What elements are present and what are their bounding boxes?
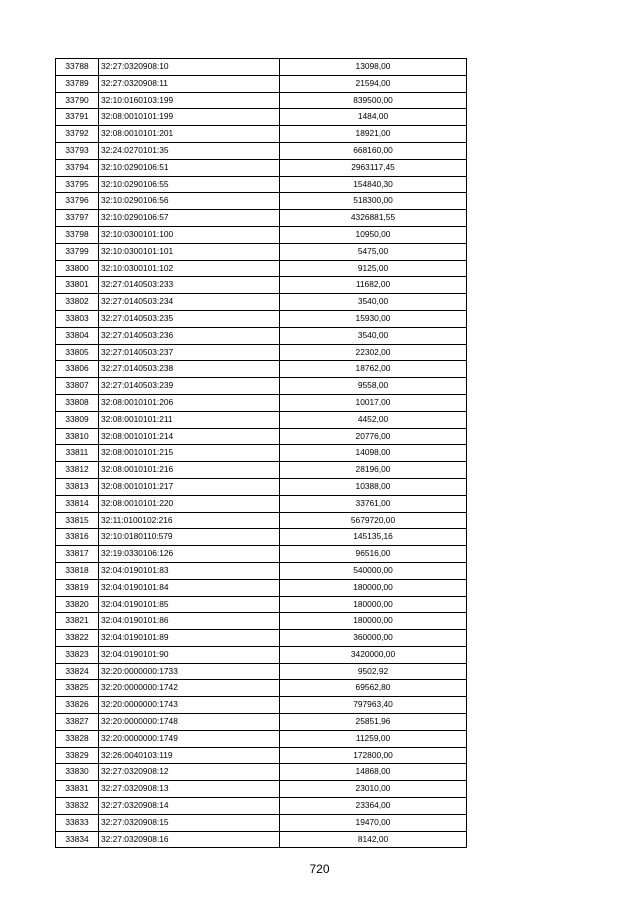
table-row	[56, 92, 467, 109]
value-cell: 15930,00	[280, 310, 467, 327]
cadastral-number-cell: 32:27:0320908:11	[99, 75, 280, 92]
table-row	[56, 697, 467, 714]
row-number-cell: 33803	[56, 310, 99, 327]
value-cell: 180000,00	[280, 596, 467, 613]
cadastral-number-cell: 32:10:0160103:199	[99, 92, 280, 109]
row-number-cell: 33827	[56, 714, 99, 731]
cadastral-number-cell: 32:04:0190101:90	[99, 646, 280, 663]
value-cell: 69562,80	[280, 680, 467, 697]
row-number-cell: 33788	[56, 59, 99, 76]
cadastral-number-cell: 32:08:0010101:216	[99, 462, 280, 479]
table-row	[56, 579, 467, 596]
table-row	[56, 327, 467, 344]
value-cell: 33761,00	[280, 495, 467, 512]
table-row	[56, 596, 467, 613]
row-number-cell: 33822	[56, 630, 99, 647]
cadastral-number-cell: 32:08:0010101:206	[99, 394, 280, 411]
value-cell: 5475,00	[280, 243, 467, 260]
row-number-cell: 33812	[56, 462, 99, 479]
cadastral-number-cell: 32:08:0010101:217	[99, 478, 280, 495]
value-cell: 10388,00	[280, 478, 467, 495]
value-cell: 4452,00	[280, 411, 467, 428]
cadastral-number-cell: 32:10:0290106:56	[99, 193, 280, 210]
cadastral-number-cell: 32:19:0330106:126	[99, 546, 280, 563]
value-cell: 540000,00	[280, 562, 467, 579]
cadastral-number-cell: 32:26:0040103:119	[99, 747, 280, 764]
value-cell: 11259,00	[280, 730, 467, 747]
cadastral-number-cell: 32:10:0300101:101	[99, 243, 280, 260]
table-row	[56, 630, 467, 647]
row-number-cell: 33801	[56, 277, 99, 294]
row-number-cell: 33834	[56, 831, 99, 848]
cadastral-number-cell: 32:04:0190101:86	[99, 613, 280, 630]
row-number-cell: 33809	[56, 411, 99, 428]
table-row	[56, 814, 467, 831]
cadastral-number-cell: 32:08:0010101:201	[99, 126, 280, 143]
row-number-cell: 33829	[56, 747, 99, 764]
table-row	[56, 142, 467, 159]
row-number-cell: 33817	[56, 546, 99, 563]
value-cell: 145135,16	[280, 529, 467, 546]
cadastral-number-cell: 32:08:0010101:220	[99, 495, 280, 512]
row-number-cell: 33813	[56, 478, 99, 495]
cadastral-number-cell: 32:10:0290106:51	[99, 159, 280, 176]
table-row	[56, 714, 467, 731]
table-row	[56, 277, 467, 294]
table-row	[56, 126, 467, 143]
value-cell: 23010,00	[280, 781, 467, 798]
cadastral-number-cell: 32:27:0140503:238	[99, 361, 280, 378]
table-row	[56, 831, 467, 848]
cadastral-number-cell: 32:08:0010101:199	[99, 109, 280, 126]
table-row	[56, 75, 467, 92]
cadastral-number-cell: 32:27:0140503:235	[99, 310, 280, 327]
table-row	[56, 59, 467, 76]
value-cell: 180000,00	[280, 613, 467, 630]
table-row	[56, 260, 467, 277]
value-cell: 5679720,00	[280, 512, 467, 529]
cadastral-number-cell: 32:20:0000000:1733	[99, 663, 280, 680]
table-row	[56, 462, 467, 479]
row-number-cell: 33814	[56, 495, 99, 512]
table-row	[56, 226, 467, 243]
value-cell: 96516,00	[280, 546, 467, 563]
value-cell: 9558,00	[280, 378, 467, 395]
value-cell: 154840,30	[280, 176, 467, 193]
table-row	[56, 798, 467, 815]
cadastral-number-cell: 32:27:0140503:233	[99, 277, 280, 294]
value-cell: 172800,00	[280, 747, 467, 764]
row-number-cell: 33790	[56, 92, 99, 109]
value-cell: 25851,96	[280, 714, 467, 731]
row-number-cell: 33825	[56, 680, 99, 697]
table-row	[56, 243, 467, 260]
value-cell: 20776,00	[280, 428, 467, 445]
table-row	[56, 680, 467, 697]
row-number-cell: 33828	[56, 730, 99, 747]
data-table	[55, 58, 467, 848]
cadastral-number-cell: 32:20:0000000:1743	[99, 697, 280, 714]
cadastral-number-cell: 32:10:0180110:579	[99, 529, 280, 546]
cadastral-number-cell: 32:27:0140503:239	[99, 378, 280, 395]
table-row	[56, 176, 467, 193]
value-cell: 10017,00	[280, 394, 467, 411]
row-number-cell: 33833	[56, 814, 99, 831]
table-row	[56, 646, 467, 663]
cadastral-number-cell: 32:04:0190101:83	[99, 562, 280, 579]
value-cell: 839500,00	[280, 92, 467, 109]
value-cell: 14098,00	[280, 445, 467, 462]
row-number-cell: 33830	[56, 764, 99, 781]
value-cell: 797963,40	[280, 697, 467, 714]
value-cell: 11682,00	[280, 277, 467, 294]
cadastral-number-cell: 32:10:0300101:102	[99, 260, 280, 277]
table-row	[56, 294, 467, 311]
cadastral-number-cell: 32:27:0140503:236	[99, 327, 280, 344]
row-number-cell: 33818	[56, 562, 99, 579]
value-cell: 19470,00	[280, 814, 467, 831]
cadastral-number-cell: 32:08:0010101:211	[99, 411, 280, 428]
cadastral-number-cell: 32:10:0290106:57	[99, 210, 280, 227]
value-cell: 2963117,45	[280, 159, 467, 176]
row-number-cell: 33824	[56, 663, 99, 680]
value-cell: 13098,00	[280, 59, 467, 76]
value-cell: 8142,00	[280, 831, 467, 848]
cadastral-number-cell: 32:08:0010101:215	[99, 445, 280, 462]
value-cell: 18921,00	[280, 126, 467, 143]
cadastral-number-cell: 32:20:0000000:1742	[99, 680, 280, 697]
row-number-cell: 33789	[56, 75, 99, 92]
value-cell: 1484,00	[280, 109, 467, 126]
row-number-cell: 33810	[56, 428, 99, 445]
value-cell: 3540,00	[280, 327, 467, 344]
table-row	[56, 478, 467, 495]
row-number-cell: 33807	[56, 378, 99, 395]
table-row	[56, 361, 467, 378]
row-number-cell: 33832	[56, 798, 99, 815]
cadastral-number-cell: 32:20:0000000:1749	[99, 730, 280, 747]
value-cell: 14868,00	[280, 764, 467, 781]
cadastral-number-cell: 32:27:0320908:10	[99, 59, 280, 76]
table-row	[56, 428, 467, 445]
row-number-cell: 33800	[56, 260, 99, 277]
value-cell: 28196,00	[280, 462, 467, 479]
row-number-cell: 33799	[56, 243, 99, 260]
row-number-cell: 33795	[56, 176, 99, 193]
table-body	[56, 59, 467, 848]
cadastral-number-cell: 32:27:0320908:12	[99, 764, 280, 781]
table-row	[56, 512, 467, 529]
row-number-cell: 33802	[56, 294, 99, 311]
table-row	[56, 159, 467, 176]
cadastral-number-cell: 32:04:0190101:89	[99, 630, 280, 647]
value-cell: 518300,00	[280, 193, 467, 210]
row-number-cell: 33806	[56, 361, 99, 378]
value-cell: 9502,92	[280, 663, 467, 680]
cadastral-number-cell: 32:27:0140503:234	[99, 294, 280, 311]
cadastral-number-cell: 32:27:0320908:15	[99, 814, 280, 831]
row-number-cell: 33820	[56, 596, 99, 613]
row-number-cell: 33792	[56, 126, 99, 143]
table-row	[56, 562, 467, 579]
table-row	[56, 730, 467, 747]
row-number-cell: 33796	[56, 193, 99, 210]
value-cell: 3420000,00	[280, 646, 467, 663]
table-row	[56, 546, 467, 563]
row-number-cell: 33826	[56, 697, 99, 714]
table-row	[56, 445, 467, 462]
table-row	[56, 193, 467, 210]
table-row	[56, 529, 467, 546]
value-cell: 9125,00	[280, 260, 467, 277]
row-number-cell: 33831	[56, 781, 99, 798]
cadastral-number-cell: 32:10:0300101:100	[99, 226, 280, 243]
table-row	[56, 344, 467, 361]
table-row	[56, 310, 467, 327]
row-number-cell: 33794	[56, 159, 99, 176]
table-row	[56, 781, 467, 798]
value-cell: 3540,00	[280, 294, 467, 311]
row-number-cell: 33793	[56, 142, 99, 159]
table-row	[56, 210, 467, 227]
row-number-cell: 33821	[56, 613, 99, 630]
value-cell: 10950,00	[280, 226, 467, 243]
table-row	[56, 378, 467, 395]
value-cell: 180000,00	[280, 579, 467, 596]
row-number-cell: 33797	[56, 210, 99, 227]
cadastral-number-cell: 32:27:0320908:13	[99, 781, 280, 798]
table-row	[56, 764, 467, 781]
cadastral-number-cell: 32:27:0320908:14	[99, 798, 280, 815]
table-row	[56, 495, 467, 512]
row-number-cell: 33808	[56, 394, 99, 411]
cadastral-number-cell: 32:10:0290106:55	[99, 176, 280, 193]
cadastral-number-cell: 32:24:0270101:35	[99, 142, 280, 159]
row-number-cell: 33823	[56, 646, 99, 663]
row-number-cell: 33804	[56, 327, 99, 344]
cadastral-number-cell: 32:27:0320908:16	[99, 831, 280, 848]
table-row	[56, 663, 467, 680]
row-number-cell: 33811	[56, 445, 99, 462]
row-number-cell: 33798	[56, 226, 99, 243]
table-row	[56, 394, 467, 411]
cadastral-number-cell: 32:04:0190101:85	[99, 596, 280, 613]
value-cell: 21594,00	[280, 75, 467, 92]
value-cell: 668160,00	[280, 142, 467, 159]
cadastral-number-cell: 32:04:0190101:84	[99, 579, 280, 596]
value-cell: 22302,00	[280, 344, 467, 361]
row-number-cell: 33791	[56, 109, 99, 126]
value-cell: 4326881,55	[280, 210, 467, 227]
page-number: 720	[309, 862, 330, 876]
value-cell: 360000,00	[280, 630, 467, 647]
row-number-cell: 33805	[56, 344, 99, 361]
row-number-cell: 33815	[56, 512, 99, 529]
row-number-cell: 33816	[56, 529, 99, 546]
value-cell: 23364,00	[280, 798, 467, 815]
table-row	[56, 411, 467, 428]
table-row	[56, 613, 467, 630]
cadastral-number-cell: 32:27:0140503:237	[99, 344, 280, 361]
cadastral-number-cell: 32:20:0000000:1748	[99, 714, 280, 731]
cadastral-number-cell: 32:11:0100102:216	[99, 512, 280, 529]
cadastral-number-cell: 32:08:0010101:214	[99, 428, 280, 445]
table-row	[56, 747, 467, 764]
value-cell: 18762,00	[280, 361, 467, 378]
table-row	[56, 109, 467, 126]
row-number-cell: 33819	[56, 579, 99, 596]
